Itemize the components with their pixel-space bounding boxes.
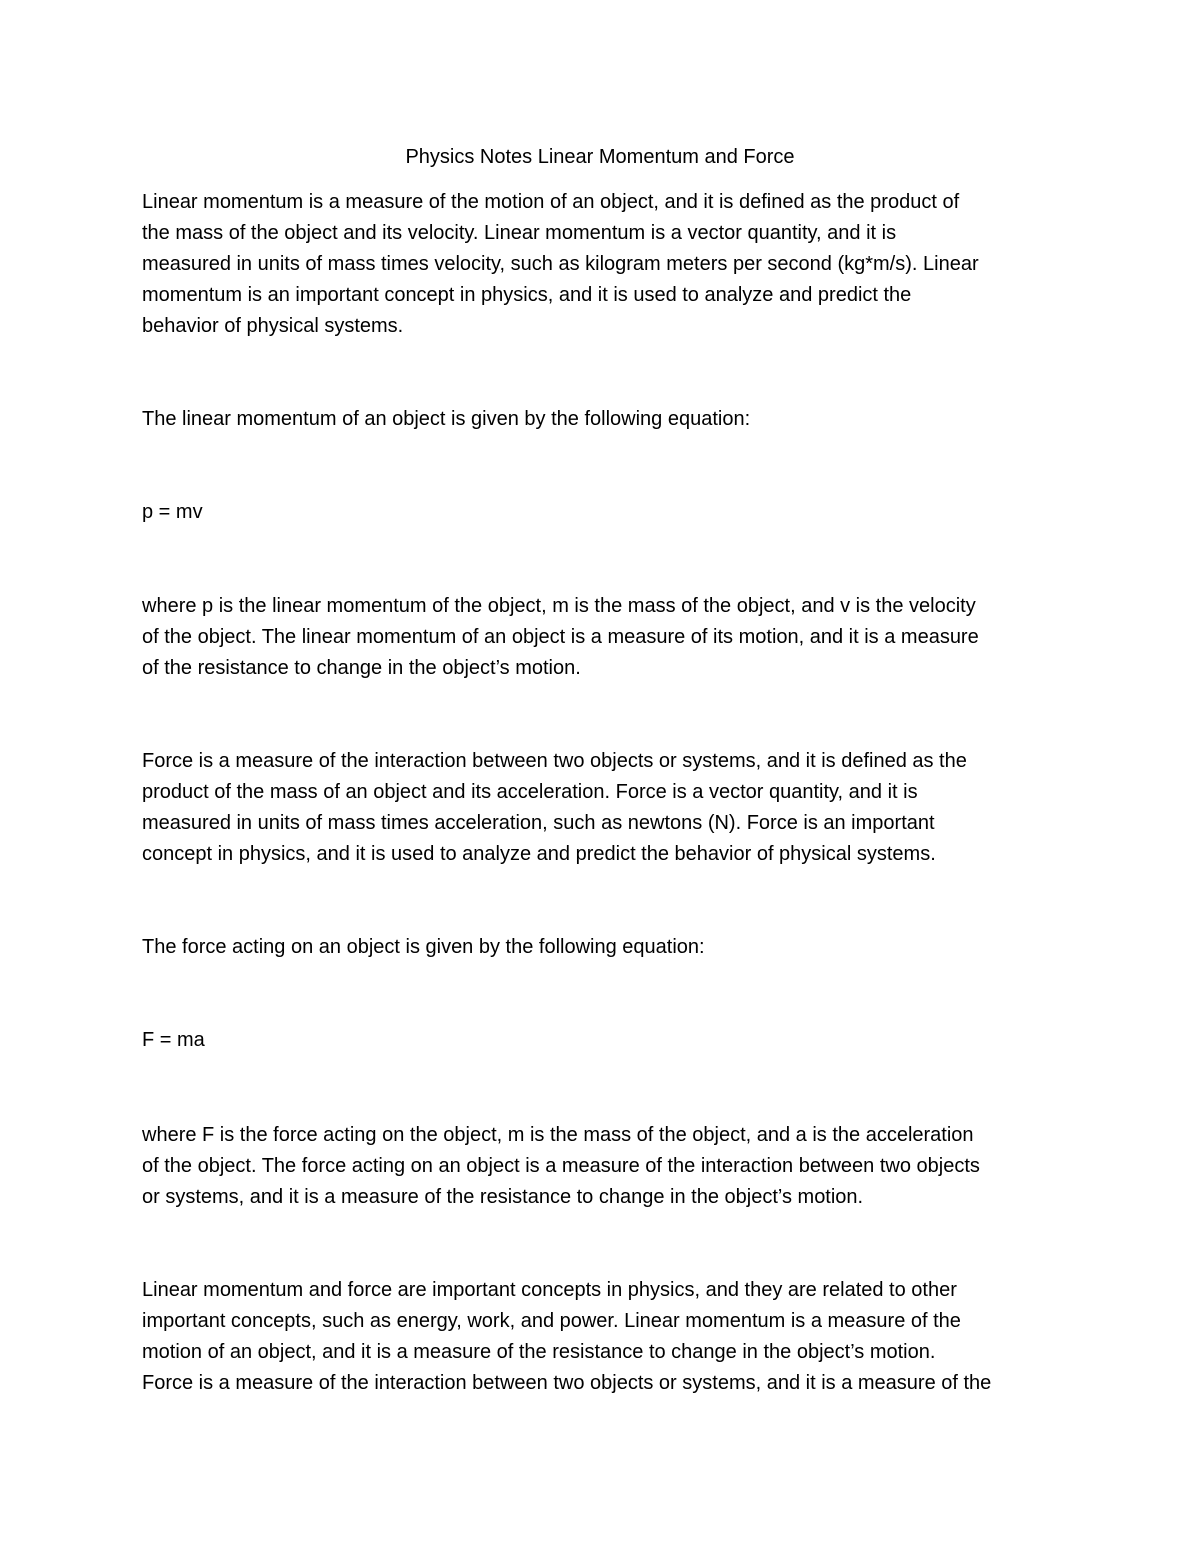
paragraph-summary xyxy=(142,1275,1062,1399)
momentum-equation xyxy=(142,497,1062,528)
text-line: measured in units of mass times velocity, such as kilogram meters per second (kg*m/s). Linear xyxy=(142,253,979,275)
paragraph-momentum-explanation xyxy=(142,591,1062,684)
text-line: concept in physics, and it is used to analyze and predict the behavior of physical systems. xyxy=(142,843,936,865)
text-line: where p is the linear momentum of the object, m is the mass of the object, and v is the velocity xyxy=(142,595,976,617)
paragraph-force-definition xyxy=(142,746,1062,870)
text-line: Force is a measure of the interaction between two objects or systems, and it is a measure of the xyxy=(142,1372,992,1394)
equation-text: F = ma xyxy=(142,1029,205,1051)
text-line: The force acting on an object is given by the following equation: xyxy=(142,936,705,958)
text-line: the mass of the object and its velocity. Linear momentum is a vector quantity, and it is xyxy=(142,222,897,244)
text-line: Linear momentum and force are important concepts in physics, and they are related to other xyxy=(142,1279,957,1301)
text-line: Force is a measure of the interaction between two objects or systems, and it is defined as the xyxy=(142,750,967,772)
force-equation xyxy=(142,1025,1062,1056)
paragraph-force-explanation xyxy=(142,1120,1062,1213)
paragraph-momentum-definition xyxy=(142,187,1062,342)
text-line: or systems, and it is a measure of the resistance to change in the object’s motion. xyxy=(142,1186,864,1208)
text-line: momentum is an important concept in physics, and it is used to analyze and predict the xyxy=(142,284,912,306)
paragraph-force-equation-intro xyxy=(142,932,1062,963)
text-line: measured in units of mass times acceleration, such as newtons (N). Force is an important xyxy=(142,812,935,834)
text-line: The linear momentum of an object is given by the following equation: xyxy=(142,408,751,430)
equation-text: p = mv xyxy=(142,501,203,523)
text-line: where F is the force acting on the object, m is the mass of the object, and a is the acceleration xyxy=(142,1124,974,1146)
text-line: behavior of physical systems. xyxy=(142,315,404,337)
paragraph-momentum-equation-intro xyxy=(142,404,1062,435)
text-line: important concepts, such as energy, work, and power. Linear momentum is a measure of the xyxy=(142,1310,961,1332)
document-title: Physics Notes Linear Momentum and Force xyxy=(405,146,795,168)
text-line: product of the mass of an object and its acceleration. Force is a vector quantity, and it is xyxy=(142,781,918,803)
text-line: Linear momentum is a measure of the motion of an object, and it is defined as the product of xyxy=(142,191,960,213)
text-line: of the object. The linear momentum of an object is a measure of its motion, and it is a measure xyxy=(142,626,979,648)
text-line: motion of an object, and it is a measure of the resistance to change in the object’s motion. xyxy=(142,1341,936,1363)
text-line: of the resistance to change in the object’s motion. xyxy=(142,657,581,679)
text-line: of the object. The force acting on an object is a measure of the interaction between two objects xyxy=(142,1155,980,1177)
